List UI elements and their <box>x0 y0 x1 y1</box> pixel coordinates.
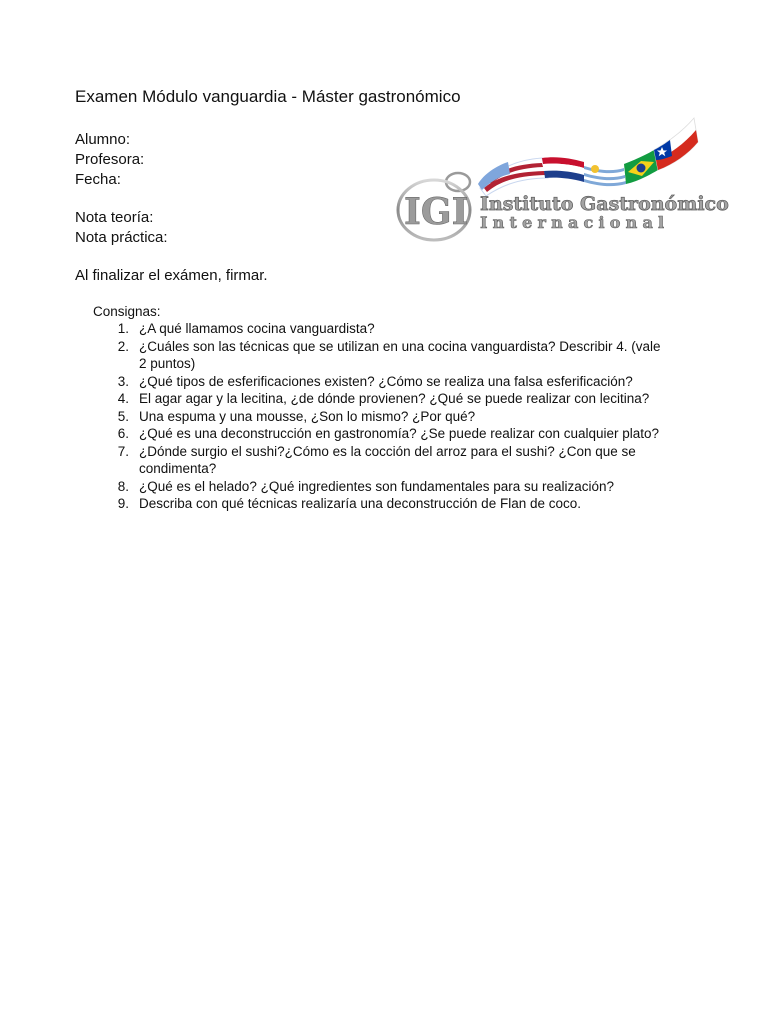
list-item <box>111 478 671 496</box>
logo-line2: Internacional <box>480 213 670 232</box>
question-text: ¿Dónde surgio el sushi?¿Cómo es la cocción del arroz para el sushi? ¿Con que se condimenta? <box>139 443 636 476</box>
usa-flag-icon <box>478 158 548 196</box>
list-item <box>111 373 671 391</box>
question-text: Describa con qué técnicas realizaría una deconstrucción de Flan de coco. <box>139 496 581 511</box>
question-number: 2. <box>117 338 129 354</box>
question-number: 8. <box>117 478 129 494</box>
list-item <box>111 443 671 478</box>
document-title: Examen Módulo vanguardia - Máster gastronómico <box>75 87 461 106</box>
uruguay-flag-icon <box>584 162 626 186</box>
question-text: ¿Cuáles son las técnicas que se utilizan en una cocina vanguardista? Describir 4. (vale 2 puntos) <box>139 338 661 371</box>
logo-initials: IGI <box>404 191 469 233</box>
consignas-label: Consignas: <box>93 304 161 319</box>
chef-hat-logo-icon <box>398 173 470 240</box>
question-text: Una espuma y una mousse, ¿Son lo mismo? ¿Por qué? <box>139 408 476 424</box>
brazil-flag-icon <box>624 150 658 184</box>
institute-logo <box>392 112 729 246</box>
field-nota-teoria: Nota teoría: <box>75 209 154 226</box>
question-number: 5. <box>117 408 129 424</box>
question-number: 1. <box>117 321 129 336</box>
list-item <box>111 320 671 338</box>
list-item <box>111 338 671 373</box>
field-fecha: Fecha: <box>75 171 121 188</box>
field-profesora: Profesora: <box>75 151 145 168</box>
question-number: 4. <box>117 391 129 406</box>
list-item <box>111 425 671 443</box>
question-number: 7. <box>117 443 129 459</box>
field-alumno: Alumno: <box>75 131 131 148</box>
question-number: 3. <box>117 373 129 389</box>
list-item <box>111 495 671 513</box>
question-text: El agar agar y la lecitina, ¿de dónde provienen? ¿Qué se puede realizar con lecitina? <box>139 391 650 406</box>
question-text: ¿A qué llamamos cocina vanguardista? <box>139 321 375 336</box>
question-number: 6. <box>117 426 129 441</box>
list-item <box>111 390 671 408</box>
question-list <box>111 320 671 513</box>
instruction-text: Al finalizar el exámen, firmar. <box>75 267 268 284</box>
logo-line1: Instituto Gastronómico <box>480 193 729 215</box>
list-item <box>111 408 671 426</box>
question-text: ¿Qué es el helado? ¿Qué ingredientes son fundamentales para su realización? <box>139 478 615 494</box>
question-text: ¿Qué es una deconstrucción en gastronomía? ¿Se puede realizar con cualquier plato? <box>139 426 660 441</box>
field-nota-practica: Nota práctica: <box>75 229 168 246</box>
question-text: ¿Qué tipos de esferificaciones existen? ¿Cómo se realiza una falsa esferificación? <box>139 373 633 389</box>
question-number: 9. <box>117 496 129 511</box>
chile-flag-icon <box>654 118 698 170</box>
